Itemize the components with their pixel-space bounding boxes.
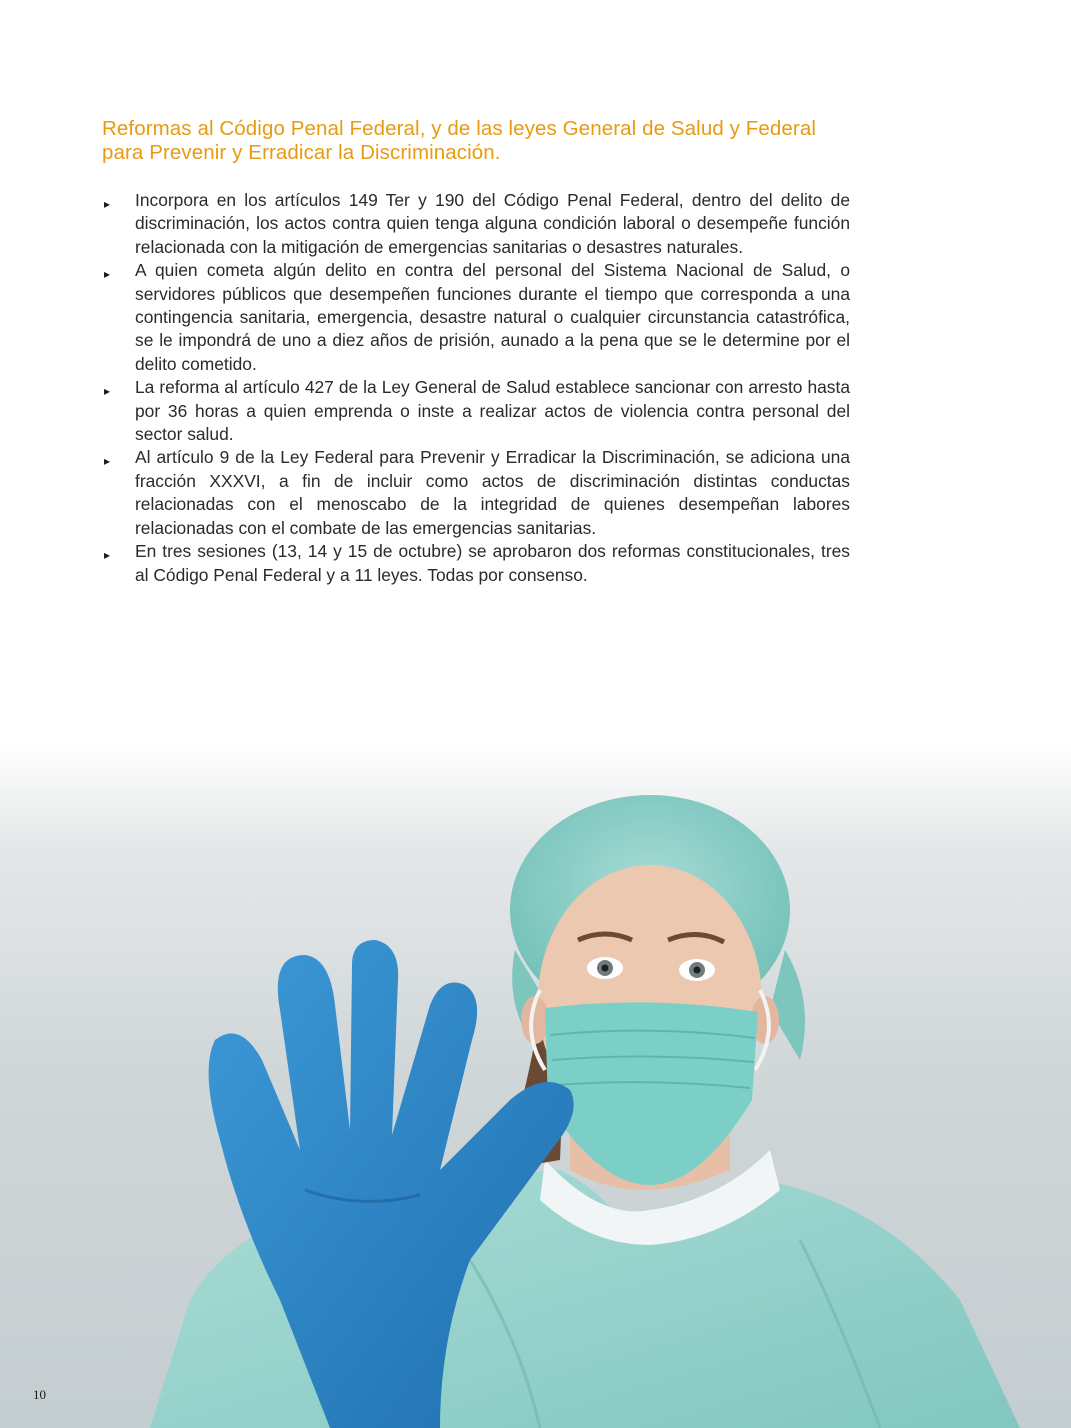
- pupil: [602, 965, 609, 972]
- list-item-text: Al artículo 9 de la Ley Federal para Prevenir y Erradicar la Discriminación, se adiciona una fracción XXXVI, a fin de incluir como actos de discriminación distintas conductas relacionadas con el menoscabo de la integridad de quienes desempeñan labores relacionadas con el combate de las emergencias sanitarias.: [135, 447, 850, 538]
- list-item: [102, 446, 850, 540]
- list-item: [102, 189, 850, 259]
- list-item-text: La reforma al artículo 427 de la Ley General de Salud establece sancionar con arresto hasta por 36 horas a quien emprenda o inste a realizar actos de violencia contra personal del sector salud.: [135, 377, 850, 445]
- list-item: [102, 259, 850, 376]
- bullet-arrow-icon: ▸: [104, 548, 111, 563]
- list-item-text: A quien cometa algún delito en contra del personal del Sistema Nacional de Salud, o servidores públicos que desempeñen funciones durante el tiempo que corresponda a una contingencia sanitaria, emergencia, desastre natural o cualquier circunstancia catastrófica, se le impondrá de uno a diez años de prisión, aunado a la pena que se le determine por el delito cometido.: [135, 260, 850, 374]
- pupil: [694, 967, 701, 974]
- bullet-arrow-icon: ▸: [104, 454, 111, 469]
- section-heading: Reformas al Código Penal Federal, y de las leyes General de Salud y Federal para Prevenir y Erradicar la Discriminación.: [102, 117, 816, 164]
- bullet-arrow-icon: ▸: [104, 267, 111, 282]
- bullet-arrow-icon: ▸: [104, 384, 111, 399]
- list-item: [102, 376, 850, 446]
- list-item-text: En tres sesiones (13, 14 y 15 de octubre) se aprobaron dos reformas constitucionales, tres al Código Penal Federal y a 11 leyes. Todas por consenso.: [135, 541, 850, 585]
- health-worker-photo: [0, 740, 1071, 1428]
- list-item-text: Incorpora en los artículos 149 Ter y 190 del Código Penal Federal, dentro del delito de discriminación, los actos contra quien tenga alguna condición laboral o desempeñe función relacionada con la mitigación de emergencias sanitarias o desastres naturales.: [135, 190, 850, 257]
- bullet-arrow-icon: ▸: [104, 197, 111, 211]
- list-item: [102, 540, 850, 587]
- reform-bullet-list: [102, 189, 850, 587]
- page-number: 10: [33, 1387, 46, 1402]
